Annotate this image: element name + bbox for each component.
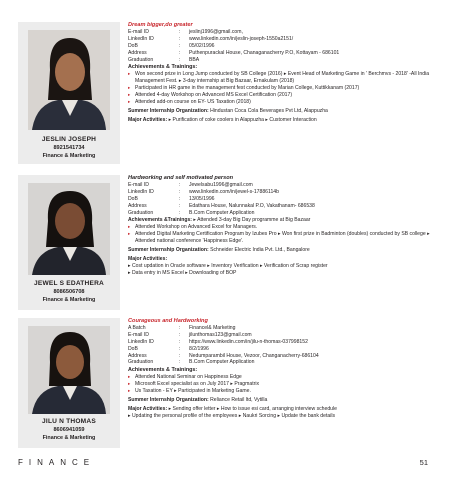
tagline: Courageous and Hardworking [128,318,208,324]
tagline: Dream bigger,do greater [128,22,193,28]
profile-photo [28,183,110,275]
activities-row: Major Activities: ▸ Purification of coke coolers in Alappuzha ▸ Customer Interaction [128,116,317,123]
arrow-bullet-icon: ▸ [128,388,131,394]
detail-row: LinkedIn ID : www.linkedin.com/in/jewel-s-17886114b [128,188,279,195]
arrow-bullet-icon: ▸ [128,92,131,98]
achievement-item: ▸ Won second prize in Long Jump conducted by SB College (2016) ▸ Event Head of Marketing Game in ' Berchmvs - 2018' -All India Management Fest. ▸ 3-day internship at Big Bazaar, Ernakulam (2018) [128,71,430,85]
profile-card [18,175,120,310]
arrow-bullet-icon: ▸ [128,224,131,230]
achievements-heading: Achievements & Trainings: [128,367,198,374]
detail-row: DoB : 8/2/1996 [128,345,209,352]
person-phone: 8086506708 [53,289,85,295]
detail-row: E-mail ID : jeslinj1996@gmail.com, [128,28,243,35]
tagline: Hardworking and self motivated person [128,175,234,181]
achievements-heading: Achievements &Trainings: ▸ Attended 3-day Big Day programme at Big Bazaar [128,217,311,224]
detail-row: E-mail ID : Jewelsabu1996@gmail.com [128,181,253,188]
achievement-item: ▸ Attended 4-day Workshop on Advanced MS Excel Certification (2017) [128,92,293,99]
profile-details [128,175,442,277]
detail-row: E-mail ID : jilunthomas123@gmail.com [128,331,252,338]
achievement-item: ▸ Us Taxation - EY ▸ Participated in Marketing Game. [128,388,251,395]
person-department: Finance & Marketing [42,153,96,159]
achievement-item: ▸ Participated in HR game in the management fest conducted by Marian College, Kuttikkanam (2017) [128,85,360,92]
person-phone: 8921541734 [53,145,85,151]
detail-row: DoB : 13/05/1996 [128,195,215,202]
person-photo-icon [28,30,110,130]
person-photo-icon [28,183,110,275]
footer-section-label: FINANCE [18,458,96,467]
activities-line: ▸ Data entry in MS Excel ▸ Downloading of BOP [128,269,237,276]
person-name: JEWEL S EDATHERA [34,280,104,287]
arrow-bullet-icon: ▸ [128,98,131,104]
arrow-bullet-icon: ▸ [128,231,131,237]
detail-row: Address : Edathara House, Nalunnakal P.O, Vakathanam- 686538 [128,202,315,209]
activities-row: Major Activities: ▸ Sending offer letter ▸ How to issue esi card, arranging interview schedule [128,405,337,412]
profile-card [18,318,120,448]
detail-row: Address : Nedumparambil House, Vezoor, Changanacherry-686104 [128,352,319,359]
activities-line: ▸ Updating the personal profile of the employees ▸ Naukri Sorcing ▸ Update the bank details [128,412,336,419]
achievement-item: ▸ Attended Workshop on Advanced Excel for Managers. [128,224,258,231]
detail-row: Graduation : BBA [128,56,200,63]
profile-photo [28,30,110,130]
internship-row: Summer Internship Organization: Schneider Electric India Pvt. Ltd., Bangalore [128,247,310,254]
person-department: Finance & Marketing [42,435,96,441]
arrow-bullet-icon: ▸ [128,71,131,77]
person-name: JESLIN JOSEPH [41,136,97,143]
person-department: Finance & Marketing [42,297,96,303]
arrow-bullet-icon: ▸ [128,85,131,91]
profile-details [128,22,442,124]
achievement-item: ▸ Attended add-on course on EY- US Taxation (2018) [128,98,251,105]
arrow-bullet-icon: ▸ [128,374,131,380]
profile-card [18,22,120,164]
achievement-item: ▸ Attended Digital Marketing Certification Program by Izubes Pro ▸ Won first prize in Badminton (doubles) conducted by SB college ▸ Attended national conference 'Happiness Edge'. [128,231,430,245]
person-name: JILU N THOMAS [42,418,96,425]
achievement-item: ▸ Microsoft Excel specialist as on July 2017 ▸ Pragmatrix [128,381,260,388]
achievement-item: ▸ Attended National Seminar on Happiness Edge [128,374,242,381]
page-number: 51 [419,458,428,467]
detail-row: LinkedIn ID : www.linkedin.com/in/jeslin-joseph-1550a2151/ [128,35,294,42]
achievements-heading: Achievements & Trainings: [128,64,198,71]
activities-heading: Major Activities: [128,255,168,262]
person-photo-icon [28,326,110,414]
detail-row: A Batch : Financel& Marketing [128,324,236,331]
detail-row: Graduation : B.Com Computer Application [128,209,255,216]
detail-row: Graduation : B.Com Computer Application [128,359,255,366]
profile-photo [28,326,110,414]
arrow-bullet-icon: ▸ [128,381,131,387]
internship-row: Summer Internship Organization: Hindustan Coca Cola Beverages Pvt Ltd, Alappuzha [128,107,328,114]
detail-row: DoB : 05/02/1996 [128,42,215,49]
profile-details [128,318,442,420]
internship-row: Summer Internship Organization: Reliance Retail ltd, Vytilla [128,396,268,403]
detail-row: Address : Puthenpurackal House, Chanaganacherry P.O, Kottayam - 686101 [128,49,340,56]
person-phone: 8606941059 [53,427,85,433]
activities-line: ▸ Cost updation in Oracle software ▸ Inventory Verification ▸ Verification of Scrap register [128,262,328,269]
detail-row: LinkedIn ID : https://www.linkedin.com/in/jilu-n-thomas-037998152 [128,338,308,345]
